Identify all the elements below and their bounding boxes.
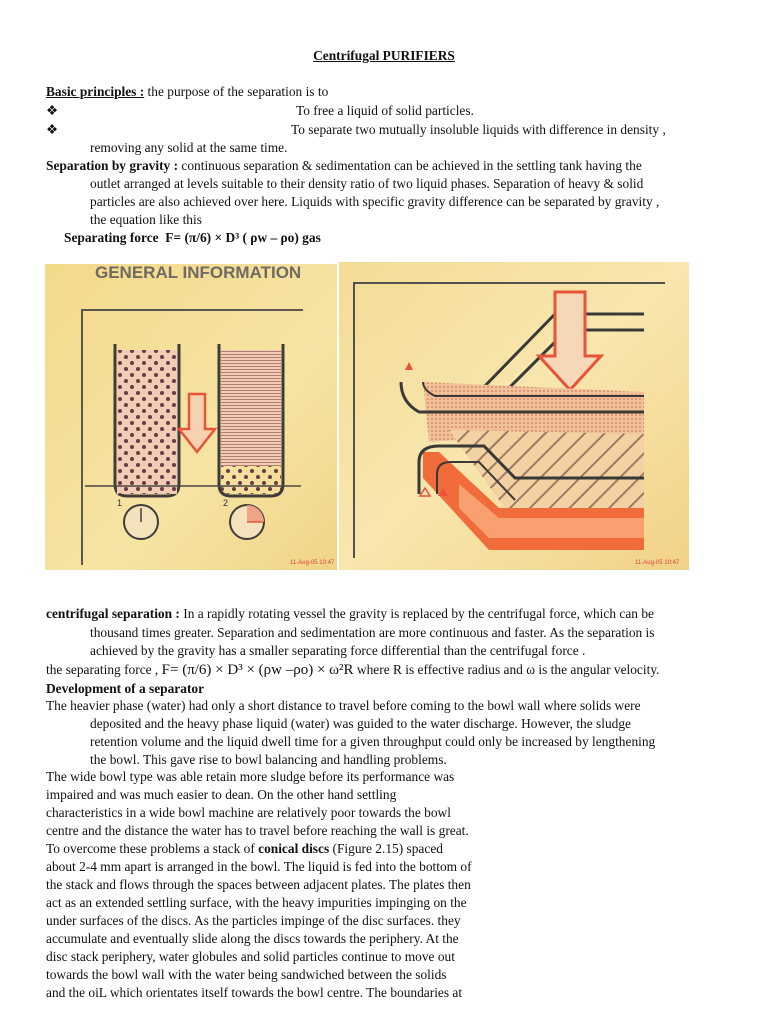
p3-text: To overcome these problems a stack of [46,841,259,856]
development-p2-line: centre and the distance the water has to travel before reaching the wall is great. [46,823,469,838]
force-equation: F= (π/6) × D³ ( ρw – ρo) gas [165,230,321,245]
conical-discs-term: conical discs [258,841,330,856]
bullet-icon: ❖ [46,103,59,118]
separating-force-label: the separating force , [46,662,159,677]
development-p1-line: deposited and the heavy phase liquid (water) was guided to the water discharge. However, the sludge [90,716,631,731]
gravity-equation [64,229,321,247]
bullet-1-text: To free a liquid of solid particles. [296,103,474,118]
development-heading: Development of a separator [46,681,205,696]
bullet-icon: ❖ [46,122,59,137]
development-p1-line: retention volume and the liquid dwell time for a given throughput could only be increased by lengthening [90,734,656,749]
centrifugal-line-3: achieved by the gravity has a smaller separating force differential than the centrifugal force . [90,643,586,658]
gravity-line-3: particles are also achieved over here. Liquids with specific gravity difference can be separated by gravity , [90,194,660,209]
development-p3-line: the stack and flows through the spaces between adjacent plates. The plates then [46,877,471,892]
development-p3-line: act as an extended settling surface, with the heavy impurities impinging on the [46,895,467,910]
equation-explanation: where R is effective radius and ω is the angular velocity. [356,662,660,677]
gravity-line-4: the equation like this [90,212,202,227]
development-p2-line: The wide bowl type was able retain more sludge before its performance was [46,769,455,784]
centrifugal-line-2: thousand times greater. Separation and sedimentation are more continuous and faster. As the separation is [90,625,655,640]
centrifugal-separation-figure [339,262,689,570]
gravity-heading: Separation by gravity : [46,158,179,173]
centrifugal-line-4 [46,661,660,679]
development-p3-line: disc stack periphery, water globules and solid particles continue to move out [46,949,455,964]
gravity-settling-figure [45,264,337,570]
development-p3-line: under surfaces of the discs. As the particles impinge of the disc surfaces. they [46,913,461,928]
development-p3-line [46,840,443,858]
gravity-line-2: outlet arranged at levels suitable to their density ratio of two liquid phases. Separation of heavy & solid [90,176,644,191]
centrifugal-line-1 [46,605,654,623]
development-p2-line: impaired and was much easier to dean. On the other hand settling [46,787,397,802]
development-p3-line: accumulate and eventually slide along the discs towards the periphery. At the [46,931,459,946]
development-p3-line: about 2-4 mm apart is arranged in the bowl. The liquid is fed into the bottom of [46,859,472,874]
gravity-line-1 [46,157,642,175]
centrifugal-heading: centrifugal separation : [46,606,180,621]
bullet-2-continuation: removing any solid at the same time. [90,140,288,155]
force-label: Separating force [64,230,159,245]
development-p3-line: and the oiL which orientates itself towards the bowl centre. The boundaries at [46,985,463,1000]
page-title: Centrifugal PURIFIERS [313,48,455,63]
centrifugal-text: In a rapidly rotating vessel the gravity is replaced by the centrifugal force, which can be [179,606,654,621]
basic-principles-heading: Basic principles : [46,84,145,99]
p3-text: (Figure 2.15) spaced [329,841,443,856]
development-p2-line: characteristics in a wide bowl machine are relatively poor towards the bowl [46,805,451,820]
figure-label-1: 1 [117,498,123,508]
development-p1-line: the bowl. This gave rise to bowl balancing and handling problems. [90,752,447,767]
basic-principles-line [46,83,328,101]
figure-header: GENERAL INFORMATION [95,264,302,282]
figure-label-2: 2 [223,498,229,508]
photo-timestamp: 11-Aug-05 10:47 [635,560,680,566]
bullet-2-text: To separate two mutually insoluble liquids with difference in density , [291,122,666,137]
basic-principles-text: the purpose of the separation is to [144,84,329,99]
centrifugal-equation: F= (π/6) × D³ × (ρw –ρo) × ω²R [161,662,354,678]
gravity-text: continuous separation & sedimentation can be achieved in the settling tank having the [178,158,642,173]
development-p1-line: The heavier phase (water) had only a short distance to travel before coming to the bowl wall where solids were [46,698,641,713]
photo-timestamp: 11-Aug-05 10:47 [290,560,335,566]
development-p3-line: towards the bowl wall with the water being sandwiched between the solids [46,967,447,982]
